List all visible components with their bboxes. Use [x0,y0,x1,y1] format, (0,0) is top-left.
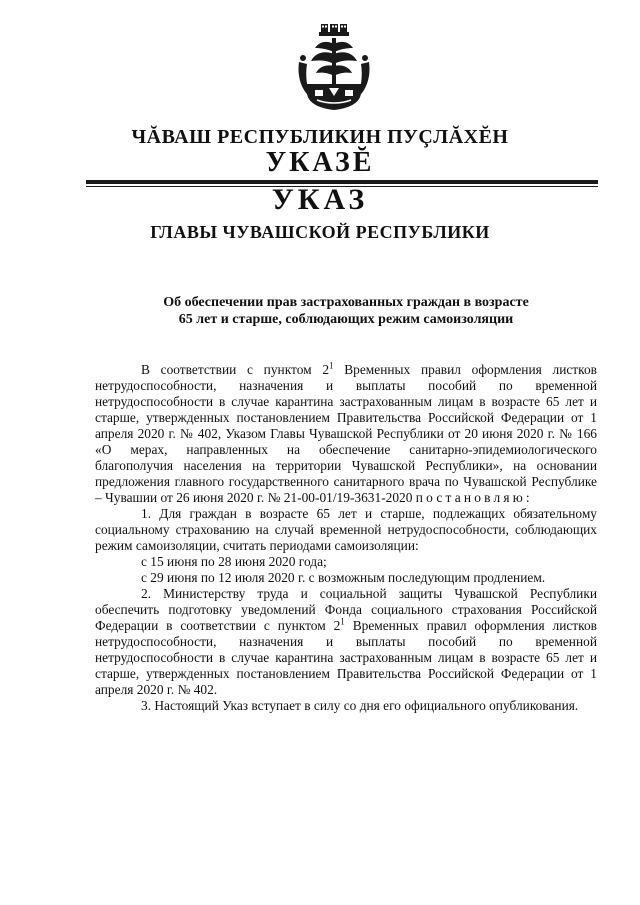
chuvash-header-line: ЧĂВАШ РЕСПУБЛИКИН ПУÇЛĂХĔН [131,126,509,148]
item-2-text-start: 2. Министерству труда и социальной защиты Чувашской Республики обеспечить подготовку уведомлений Фонда социального страхования Российской Федерации в соответствии с пунктом 2 [95,586,597,633]
item-2-paragraph [95,586,597,698]
ukaz-heading: УКАЗ [271,183,369,216]
item-3-paragraph: 3. Настоящий Указ вступает в силу со дня его официального опубликования. [141,698,579,713]
preamble-text-start: В соответствии с пунктом 2 [141,362,330,377]
decree-body [95,362,597,714]
decree-title [90,294,602,328]
item-2-text-rest: Временных правил оформления листков нетрудоспособности, назначения и выплаты пособий по временной нетрудоспособности в случае карантина застрахованным лицам в возрасте 65 лет и старше, утвержденных постановлением Правительства Российской Федерации от 1 апреля 2020 г. № 402. [95,618,598,697]
item-2-footnote-superscript: 1 [340,616,345,627]
decree-title-line-1: Об обеспечении прав застрахованных граждан в возрасте [163,295,529,310]
postanovlyayu-word: постановляю: [415,490,533,505]
chuvash-ukaze-heading: УКАЗĔ [265,147,375,178]
preamble-text-rest: Временных правил оформления листков нетрудоспособности, назначения и выплаты пособий по временной нетрудоспособности в случае карантина застрахованным лицам в возрасте 65 лет и старше, утвержденных постановлением Правительства Российской Федерации от 1 апреля 2020 г. № 402, Указом Главы Чувашской Республики от 20 июня 2020 г. № 166 «О мерах, направленных на обеспечение санитарно-эпидемиологического благополучия населения на территории Чувашской Республики», на основании предложения главного государственного санитарного врача по Чувашской Республике – Чувашии от 26 июня 2020 г. № 21-00-01/19-3631-2020 [95,362,597,505]
chuvash-coat-of-arms-icon [293,22,375,114]
item-1-period-a: с 15 июня по 28 июня 2020 года; [141,554,327,569]
issuer-heading: ГЛАВЫ ЧУВАШСКОЙ РЕСПУБЛИКИ [150,222,490,242]
footnote-superscript: 1 [329,360,334,371]
decree-title-line-2: 65 лет и старше, соблюдающих режим самоизоляции [178,312,514,327]
preamble-paragraph [95,362,597,506]
item-1-paragraph: 1. Для граждан в возрасте 65 лет и старше, подлежащих обязательному социальному страхованию на случай временной нетрудоспособности, соблюдающих режим самоизоляции, считать периодами самоизоляции: [95,506,597,553]
item-1-period-b: с 29 июня по 12 июля 2020 г. с возможным последующим продлением. [141,570,546,585]
